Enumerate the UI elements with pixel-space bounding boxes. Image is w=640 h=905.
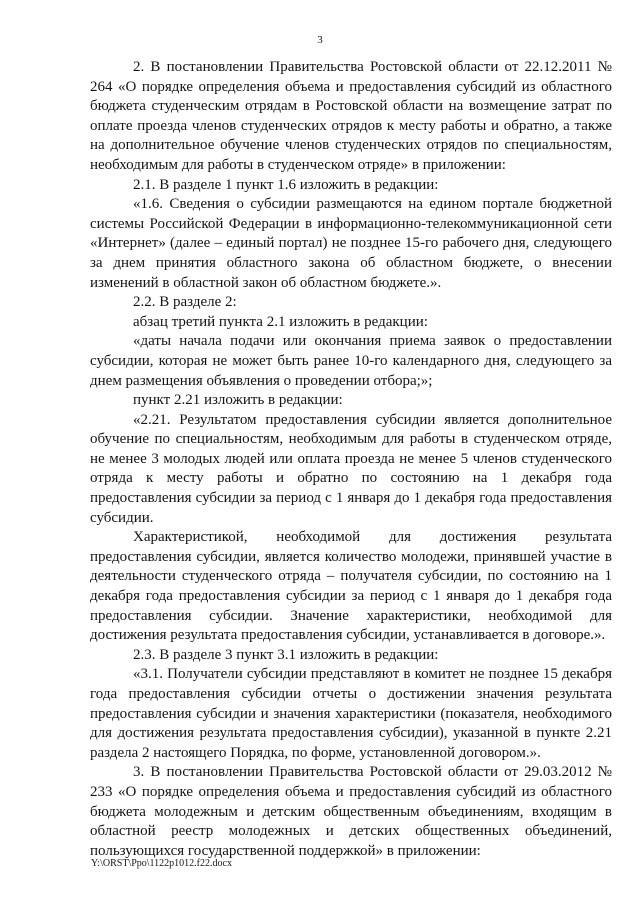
page-number: 3	[317, 34, 323, 46]
paragraph-item-2: 2. В постановлении Правительства Ростовской области от 22.12.2011 № 264 «О порядке определения объема и предоставления субсидий из областного бюджета студенческим отрядам в Ростовской области на возмещение затрат по оплате проезда членов студенческих отрядов к месту работы и обратно, а также на дополнительное обучение членов студенческих отрядов по специальностям, необходимым для работы в студенческом отряде» в приложении:	[90, 59, 612, 173]
paragraph-quote-1-6: «1.6. Сведения о субсидии размещаются на едином портале бюджетной системы Российской Федерации в информационно-телекоммуникационной сети «Интернет» (далее – единый портал) не позднее 15-го рабочего дня, следующего за днем принятия областного закона об областном бюджете, о внесении изменений в областной закон об областном бюджете.».	[90, 196, 612, 291]
paragraph-abzac-2-1: абзац третий пункта 2.1 изложить в редакции:	[133, 313, 428, 330]
paragraph-quote-3-1: «3.1. Получатели субсидии представляют в комитет не позднее 15 декабря года предоставления субсидии отчеты о достижении значения результата предоставления субсидии и значения характеристики (показателя, необходимого для достижения результата предоставления субсидии), указанной в пункте 2.21 раздела 2 настоящего Порядка, по форме, установленной договором.».	[90, 666, 612, 761]
paragraph-item-2-1: 2.1. В разделе 1 пункт 1.6 изложить в редакции:	[133, 176, 439, 193]
document-body	[90, 58, 612, 861]
paragraph-item-2-3: 2.3. В разделе 3 пункт 3.1 изложить в редакции:	[133, 646, 439, 663]
paragraph-characteristic: Характеристикой, необходимой для достижения результата предоставления субсидии, является количество молодежи, принявшей участие в деятельности студенческого отряда – получателя субсидии, по состоянию на 1 декабря года предоставления субсидии за период с 1 января до 1 декабря года предоставления субсидии. Значение характеристики, необходимой для достижения результата предоставления субсидии, устанавливается в договоре.».	[90, 529, 612, 644]
paragraph-item-2-2: 2.2. В разделе 2:	[133, 294, 237, 311]
footer-file-path: Y:\ORST\Ppo\1122p1012.f22.docx	[91, 858, 232, 869]
paragraph-punkt-2-21: пункт 2.21 изложить в редакции:	[133, 392, 343, 409]
paragraph-item-3: 3. В постановлении Правительства Ростовской области от 29.03.2012 № 233 «О порядке определения объема и предоставления субсидий из областного бюджета молодежным и детским общественным объединениям, входящим в областной реестр молодежных и детских общественных объединений, пользующихся государственной поддержкой» в приложении:	[90, 764, 612, 859]
paragraph-quote-2-21: «2.21. Результатом предоставления субсидии является дополнительное обучение по специальностям, необходимым для работы в студенческом отряде, не менее 3 молодых людей или оплата проезда не менее 5 членов студенческого отряда к месту работы и обратно по состоянию на 1 декабря года предоставления субсидии за период с 1 января до 1 декабря года предоставления субсидии.	[90, 411, 612, 526]
paragraph-quote-dates: «даты начала подачи или окончания приема заявок о предоставлении субсидии, которая не может быть ранее 10-го календарного дня, следующего за днем размещения объявления о проведении отбора;»;	[90, 333, 612, 389]
